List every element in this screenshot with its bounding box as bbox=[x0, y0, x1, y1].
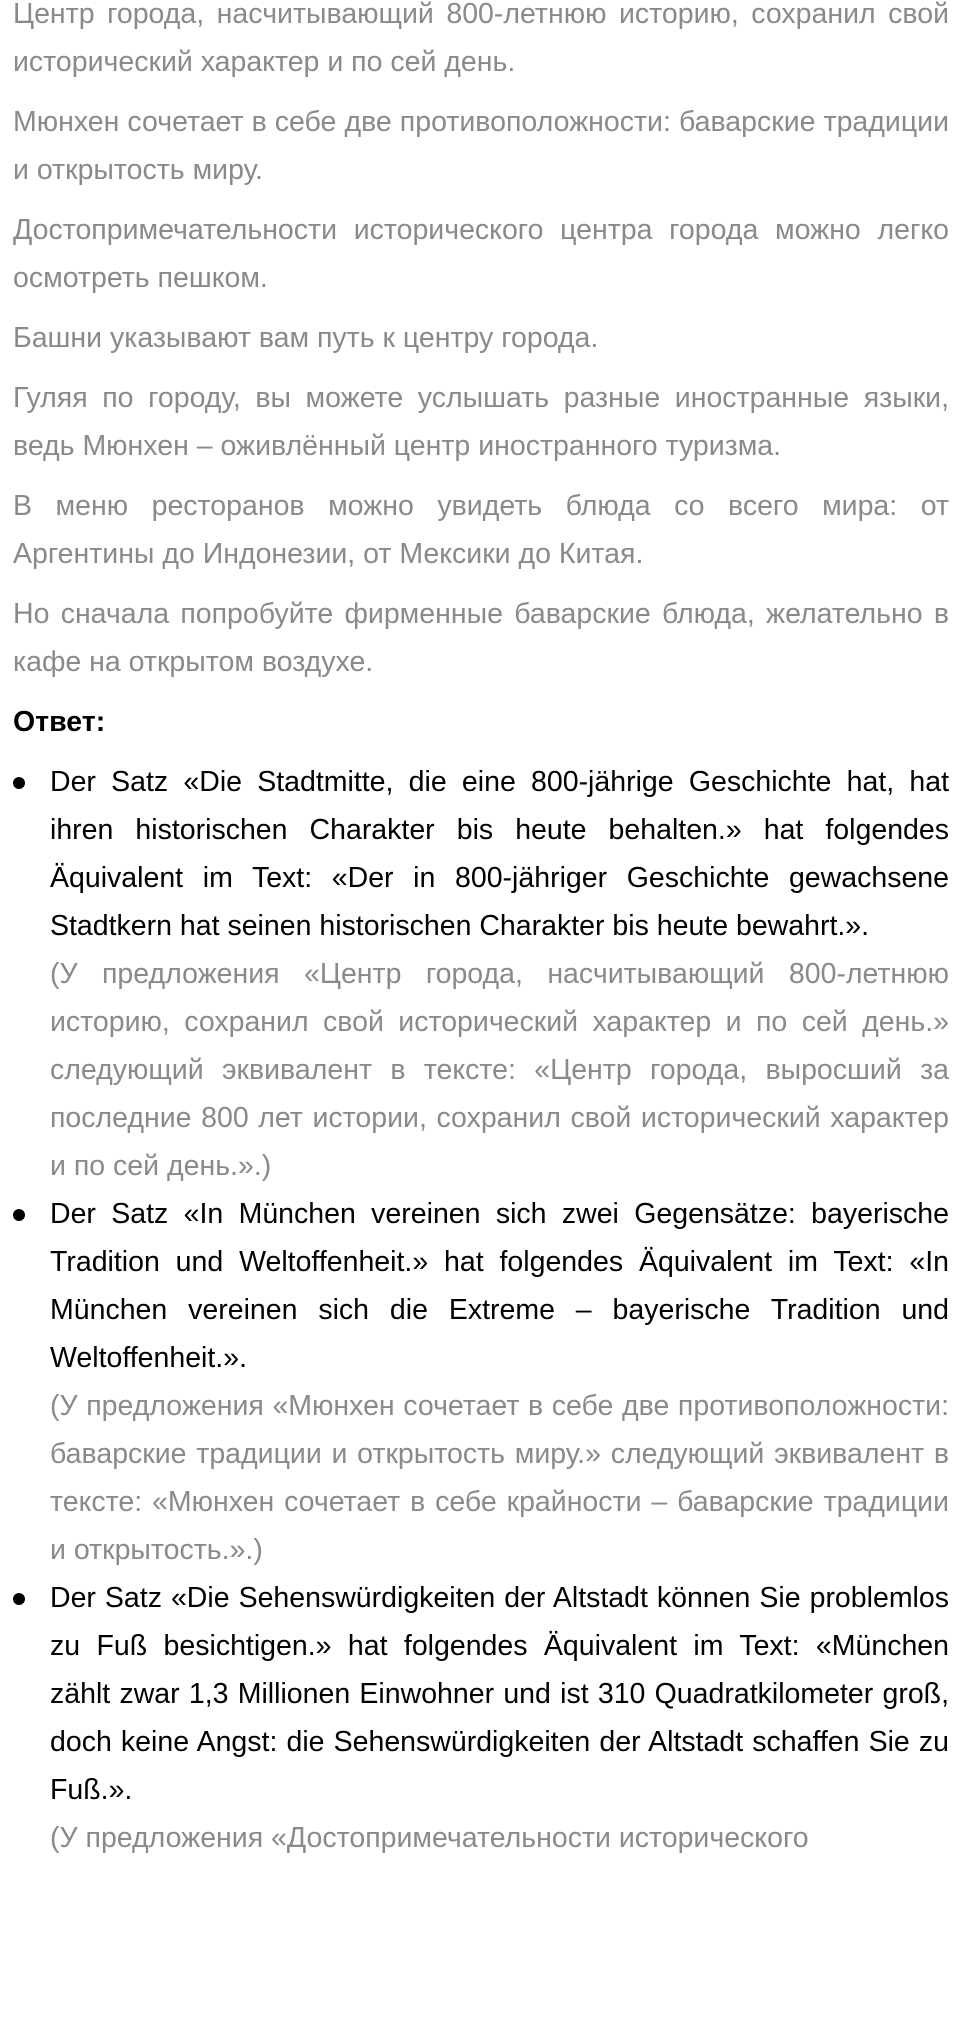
answer-german-text: Der Satz «Die Sehenswürdigkeiten der Altstadt können Sie problemlos zu Fuß besichtigen.» hat folgendes Äquivalent im Text: «München zählt zwar 1,3 Millionen Einwohner und ist 310 Quadratkilometer groß, doch keine Angst: die Sehenswürdigkeiten der Altstadt schaffen Sie zu Fuß.». bbox=[50, 1582, 949, 1806]
bullet-icon bbox=[13, 777, 25, 789]
answer-german-text: Der Satz «In München vereinen sich zwei Gegensätze: bayerische Tradition und Weltoffenheit.» hat folgendes Äquivalent im Text: «In München vereinen sich die Extreme – bayerische Tradition und Weltoffenheit.». bbox=[50, 1198, 949, 1374]
answer-russian-text: (У предложения «Мюнхен сочетает в себе две противоположности: баварские традиции и открытость миру.» следующий эквивалент в тексте: «Мюнхен сочетает в себе крайности – баварские традиции и открытость.».) bbox=[50, 1390, 949, 1566]
bullet-icon bbox=[13, 1593, 25, 1605]
translation-paragraph: Гуляя по городу, вы можете услышать разные иностранные языки, ведь Мюнхен – оживлённый центр иностранного туризма. bbox=[13, 382, 949, 462]
answer-german-text: Der Satz «Die Stadtmitte, die eine 800-jährige Geschichte hat, hat ihren historischen Charakter bis heute behalten.» hat folgendes Äquivalent im Text: «Der in 800-jähriger Geschichte gewachsene Stadtkern hat seinen historischen Charakter bis heute bewahrt.». bbox=[50, 766, 949, 942]
translation-paragraph: Достопримечательности исторического центра города можно легко осмотреть пешком. bbox=[13, 214, 949, 294]
answer-russian-text: (У предложения «Центр города, насчитывающий 800-летнюю историю, сохранил свой исторический характер и по сей день.» следующий эквивалент в тексте: «Центр города, выросший за последние 800 лет истории, сохранил свой исторический характер и по сей день.».) bbox=[50, 958, 949, 1182]
translation-paragraph: Но сначала попробуйте фирменные баварские блюда, желательно в кафе на открытом воздухе. bbox=[13, 598, 949, 678]
translation-list bbox=[13, 0, 949, 686]
translation-paragraph: Мюнхен сочетает в себе две противоположности: баварские традиции и открытость миру. bbox=[13, 106, 949, 186]
answer-item bbox=[13, 1190, 949, 1574]
answer-heading: Ответ: bbox=[13, 706, 106, 738]
answer-item bbox=[13, 1574, 949, 1862]
answer-russian-text: (У предложения «Достопримечательности исторического bbox=[50, 1822, 809, 1854]
translation-paragraph: Центр города, насчитывающий 800-летнюю историю, сохранил свой исторический характер и по сей день. bbox=[13, 0, 949, 78]
answer-item bbox=[13, 758, 949, 1190]
answer-list bbox=[13, 758, 949, 1862]
translation-paragraph: Башни указывают вам путь к центру города. bbox=[13, 322, 599, 354]
bullet-icon bbox=[13, 1209, 25, 1221]
translation-paragraph: В меню ресторанов можно увидеть блюда со всего мира: от Аргентины до Индонезии, от Мексики до Китая. bbox=[13, 490, 949, 570]
